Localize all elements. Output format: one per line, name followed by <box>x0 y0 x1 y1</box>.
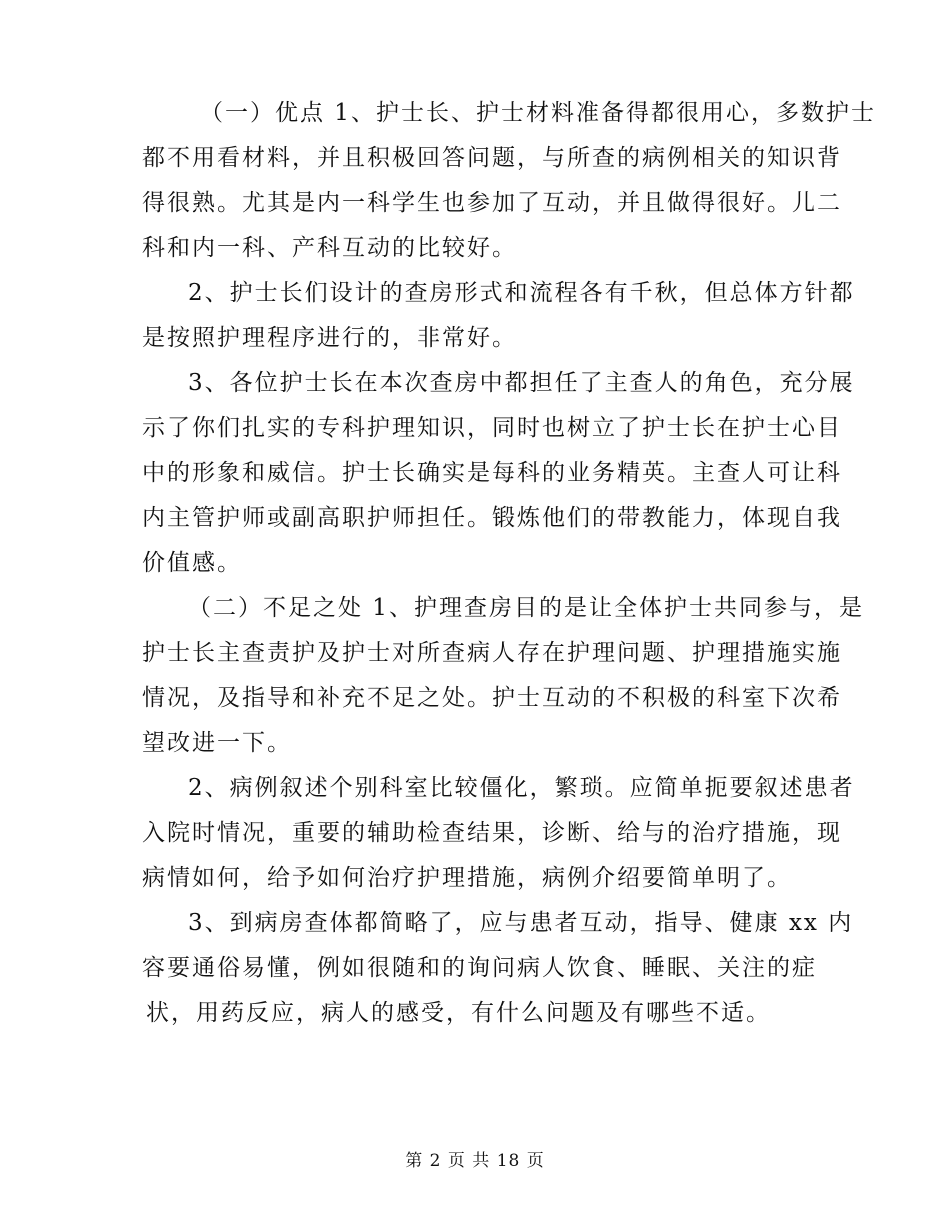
paragraph-6-line-2: 容要通俗易懂，例如很随和的询问病人饮食、睡眠、关注的症 <box>142 955 817 981</box>
paragraph-4-line-3: 情况，及指导和补充不足之处。护士互动的不积极的科室下次希 <box>142 685 842 711</box>
paragraph-3-line-5: 价值感。 <box>142 550 242 576</box>
paragraph-3-line-3: 中的形象和威信。护士长确实是每科的业务精英。主查人可让科 <box>142 460 842 486</box>
paragraph-3-line-4: 内主管护师或副高职护师担任。锻炼他们的带教能力，体现自我 <box>142 505 842 531</box>
paragraph-6-line-3: 状，用药反应，病人的感受，有什么问题及有哪些不适。 <box>146 1000 771 1026</box>
paragraph-1-line-3: 得很熟。尤其是内一科学生也参加了互动，并且做得很好。儿二 <box>142 190 842 216</box>
paragraph-2-line-2: 是按照护理程序进行的，非常好。 <box>142 325 517 351</box>
paragraph-5-line-3: 病情如何，给予如何治疗护理措施，病例介绍要简单明了。 <box>142 865 792 891</box>
paragraph-6-line-1: 3、到病房查体都简略了，应与患者互动，指导、健康 xx 内 <box>188 910 854 936</box>
paragraph-3-line-1: 3、各位护士长在本次查房中都担任了主查人的角色，充分展 <box>188 370 855 396</box>
paragraph-1-line-4: 科和内一科、产科互动的比较好。 <box>142 235 517 261</box>
page-number-footer: 第 2 页 共 18 页 <box>405 1151 545 1171</box>
paragraph-4-line-4: 望改进一下。 <box>142 730 292 756</box>
paragraph-4-line-1: （二）不足之处 1、护理查房目的是让全体护士共同参与，是 <box>188 595 864 621</box>
paragraph-1-line-1: （一）优点 1、护士长、护士材料准备得都很用心，多数护士 <box>200 100 876 126</box>
paragraph-4-line-2: 护士长主查责护及护士对所查病人存在护理问题、护理措施实施 <box>142 640 842 666</box>
paragraph-5-line-1: 2、病例叙述个别科室比较僵化，繁琐。应简单扼要叙述患者 <box>188 775 855 801</box>
paragraph-2-line-1: 2、护士长们设计的查房形式和流程各有千秋，但总体方针都 <box>188 280 855 306</box>
paragraph-5-line-2: 入院时情况，重要的辅助检查结果，诊断、给与的治疗措施，现 <box>142 820 842 846</box>
paragraph-3-line-2: 示了你们扎实的专科护理知识，同时也树立了护士长在护士心目 <box>142 415 842 441</box>
paragraph-1-line-2: 都不用看材料，并且积极回答问题，与所查的病例相关的知识背 <box>142 145 842 171</box>
